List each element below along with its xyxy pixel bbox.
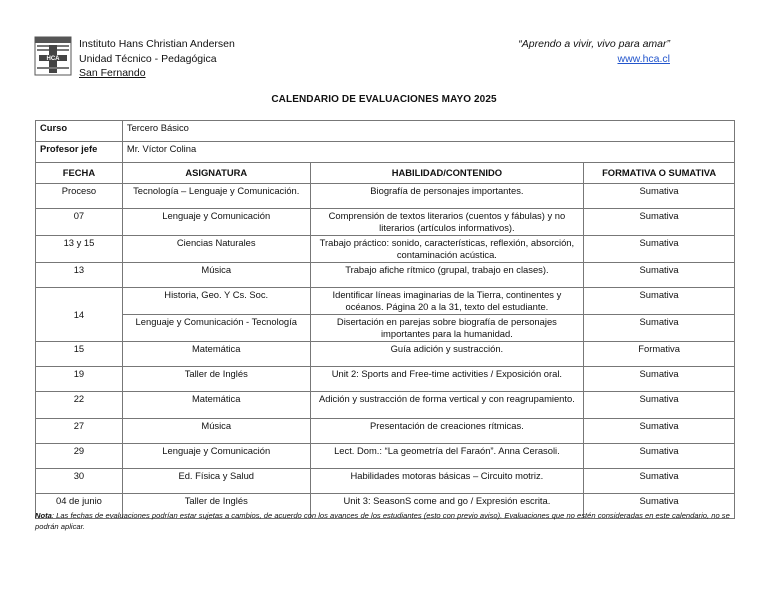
cell-fecha: 07 — [36, 209, 123, 236]
document-title: CALENDARIO DE EVALUACIONES MAYO 2025 — [271, 94, 497, 105]
cell-contenido: Lect. Dom.: “La geometría del Faraón”. Anna Cerasoli. — [310, 444, 584, 469]
cell-contenido: Trabajo práctico: sonido, características, reflexión, absorción, contaminación acústica. — [310, 236, 584, 263]
table-row — [36, 367, 735, 392]
cell-tipo: Sumativa — [584, 367, 735, 392]
cell-asignatura: Matemática — [122, 392, 310, 419]
cell-asignatura: Historia, Geo. Y Cs. Soc. — [122, 288, 310, 315]
cell-asignatura: Tecnología – Lenguaje y Comunicación. — [122, 184, 310, 209]
cell-contenido: Unit 2: Sports and Free-time activities / Exposición oral. — [310, 367, 584, 392]
evaluation-calendar-table — [35, 120, 735, 519]
cell-fecha: 19 — [36, 367, 123, 392]
cell-fecha: 30 — [36, 469, 123, 494]
cell-fecha: 13 — [36, 263, 123, 288]
cell-fecha: 27 — [36, 419, 123, 444]
footnote — [35, 510, 735, 532]
table-row — [36, 444, 735, 469]
cell-asignatura: Música — [122, 263, 310, 288]
cell-fecha: Proceso — [36, 184, 123, 209]
cell-asignatura: Lenguaje y Comunicación — [122, 444, 310, 469]
cell-tipo: Sumativa — [584, 444, 735, 469]
course-row — [36, 121, 735, 142]
website-link[interactable]: www.hca.cl — [617, 52, 670, 65]
column-header-contenido: HABILIDAD/CONTENIDO — [310, 163, 584, 184]
cell-tipo: Sumativa — [584, 392, 735, 419]
cell-contenido: Guía adición y sustracción. — [310, 342, 584, 367]
cell-tipo: Sumativa — [584, 288, 735, 315]
note-label: Nota — [35, 511, 52, 520]
column-header-tipo: FORMATIVA O SUMATIVA — [584, 163, 735, 184]
cell-contenido: Habilidades motoras básicas – Circuito motriz. — [310, 469, 584, 494]
teacher-label: Profesor jefe — [36, 142, 123, 163]
course-value: Tercero Básico — [122, 121, 734, 142]
logo-letters: HCA — [46, 56, 60, 62]
table-row — [36, 315, 735, 342]
table-row — [36, 288, 735, 315]
cell-asignatura: Matemática — [122, 342, 310, 367]
cell-fecha: 14 — [36, 288, 123, 342]
cell-contenido: Trabajo afiche rítmico (grupal, trabajo en clases). — [310, 263, 584, 288]
cell-asignatura: Ciencias Naturales — [122, 236, 310, 263]
cell-asignatura: Taller de Inglés — [122, 367, 310, 392]
cell-contenido: Comprensión de textos literarios (cuentos y fábulas) y no literarios (artículos informativos). — [310, 209, 584, 236]
cell-tipo: Sumativa — [584, 263, 735, 288]
column-header-row — [36, 163, 735, 184]
cell-asignatura: Ed. Física y Salud — [122, 469, 310, 494]
institution-block — [79, 37, 235, 81]
cell-fecha: 13 y 15 — [36, 236, 123, 263]
teacher-value: Mr. Víctor Colina — [122, 142, 734, 163]
table-row — [36, 209, 735, 236]
motto-text: “Aprendo a vivir, vivo para amar” — [518, 38, 670, 50]
column-header-asignatura: ASIGNATURA — [122, 163, 310, 184]
unit-name: Unidad Técnico - Pedagógica — [79, 52, 217, 65]
cell-contenido: Biografía de personajes importantes. — [310, 184, 584, 209]
cell-asignatura: Música — [122, 419, 310, 444]
teacher-row — [36, 142, 735, 163]
course-label: Curso — [36, 121, 123, 142]
institution-name: Instituto Hans Christian Andersen — [79, 38, 235, 50]
cell-contenido: Disertación en parejas sobre biografía de personajes importantes para la humanidad. — [310, 315, 584, 342]
cell-tipo: Sumativa — [584, 184, 735, 209]
cell-asignatura: Taller de Inglés — [122, 494, 310, 519]
cell-tipo: Sumativa — [584, 419, 735, 444]
cell-tipo: Sumativa — [584, 469, 735, 494]
table-row — [36, 263, 735, 288]
cell-contenido: Presentación de creaciones rítmicas. — [310, 419, 584, 444]
school-logo — [34, 36, 72, 76]
table-row — [36, 236, 735, 263]
school-crest-icon — [34, 36, 72, 76]
table-row — [36, 469, 735, 494]
cell-fecha: 15 — [36, 342, 123, 367]
cell-fecha: 29 — [36, 444, 123, 469]
cell-contenido: Unit 3: SeasonS come and go / Expresión escrita. — [310, 494, 584, 519]
motto-block — [518, 37, 670, 66]
cell-fecha: 04 de junio — [36, 494, 123, 519]
cell-fecha: 22 — [36, 392, 123, 419]
table-row — [36, 184, 735, 209]
cell-contenido: Adición y sustracción de forma vertical y con reagrupamiento. — [310, 392, 584, 419]
cell-tipo: Formativa — [584, 342, 735, 367]
cell-asignatura: Lenguaje y Comunicación — [122, 209, 310, 236]
table-row — [36, 419, 735, 444]
cell-tipo: Sumativa — [584, 236, 735, 263]
cell-contenido: Identificar líneas imaginarias de la Tierra, continentes y océanos. Página 20 a la 31, texto del estudiante. — [310, 288, 584, 315]
note-text: : Las fechas de evaluaciones podrían estar sujetas a cambios, de acuerdo con los avances de los estudiantes (esto con previo aviso). Evaluaciones que no estén consideradas en este calendario, no se podrán aplicar. — [35, 511, 730, 531]
cell-tipo: Sumativa — [584, 315, 735, 342]
table-row — [36, 392, 735, 419]
cell-asignatura: Lenguaje y Comunicación - Tecnología — [122, 315, 310, 342]
cell-tipo: Sumativa — [584, 209, 735, 236]
city-link[interactable]: San Fernando — [79, 67, 146, 79]
cell-tipo: Sumativa — [584, 494, 735, 519]
table-row — [36, 342, 735, 367]
column-header-fecha: FECHA — [36, 163, 123, 184]
